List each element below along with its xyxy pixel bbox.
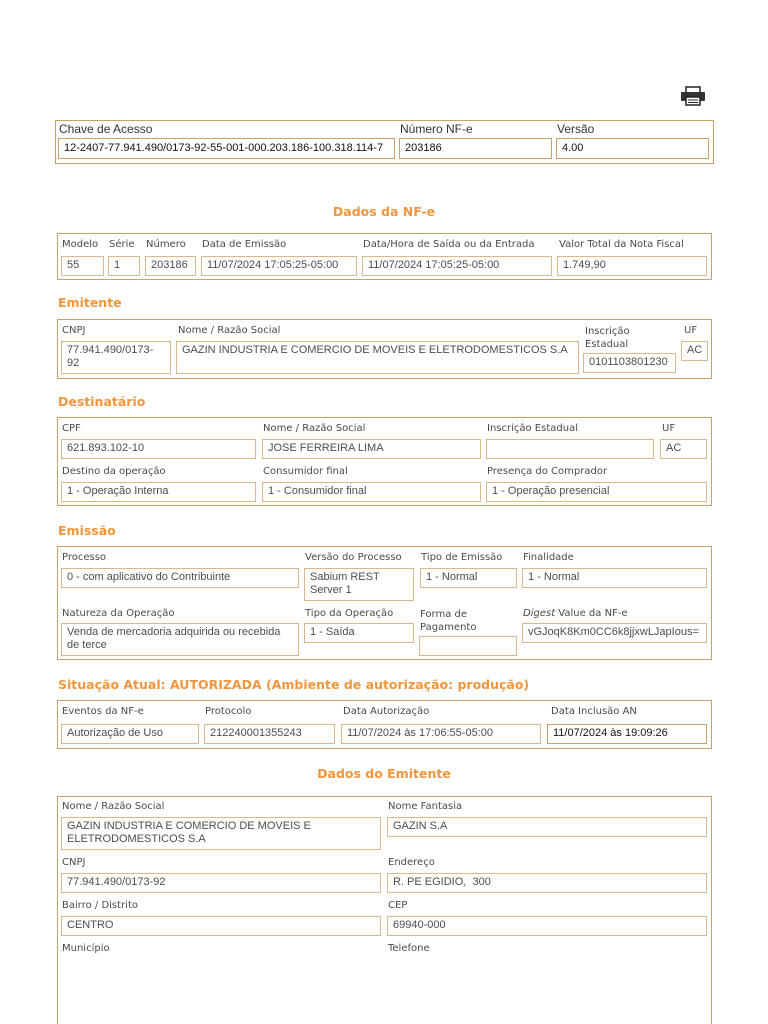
saida-field: 11/07/2024 17:05:25-05:00 (362, 256, 552, 276)
dest-cpf-field: 621.893.102-10 (61, 439, 256, 459)
emitente-uf-field: AC (681, 341, 708, 361)
finalidade-label: Finalidade (523, 552, 574, 563)
emitente-cnpj-label: CNPJ (62, 325, 86, 336)
dest-destino-field: 1 - Operação Interna (61, 482, 256, 502)
printer-icon[interactable] (679, 86, 707, 106)
tipo-operacao-label: Tipo da Operação (305, 608, 394, 619)
versao-label: Versão (557, 122, 595, 136)
emitente-nome-field: GAZIN INDUSTRIA E COMERCIO DE MOVEIS E ELETRODOMESTICOS S.A (176, 341, 579, 374)
dest-presenca-label: Presença do Comprador (487, 466, 608, 477)
dest-ie-label: Inscrição Estadual (487, 423, 578, 434)
modelo-label: Modelo (62, 239, 99, 250)
modelo-field: 55 (61, 256, 104, 276)
destinatario-title: Destinatário (58, 394, 146, 409)
dest-ie-field (486, 439, 654, 459)
digest-field: vGJoqK8Km0CC6k8jjxwLJapIous= (522, 623, 707, 643)
serie-label: Série (109, 239, 135, 250)
saida-label: Data/Hora de Saída ou da Entrada (363, 239, 535, 250)
finalidade-field: 1 - Normal (522, 568, 707, 588)
protocolo-field: 212240001355243 (204, 724, 335, 744)
chave-label: Chave de Acesso (59, 122, 153, 136)
digest-label-rest: Value da NF-e (555, 608, 628, 619)
emitente-title: Emitente (58, 295, 122, 310)
eventos-label: Eventos da NF-e (62, 706, 144, 717)
de-fantasia-field: GAZIN S.A (387, 817, 707, 837)
total-field: 1.749,90 (557, 256, 707, 276)
serie-field: 1 (108, 256, 140, 276)
situacao-title: Situação Atual: AUTORIZADA (Ambiente de autorização: produção) (58, 677, 530, 692)
emitente-ie-field: 0101103801230 (583, 353, 676, 373)
versao-field: 4.00 (556, 138, 709, 159)
dest-destino-label: Destino da operação (62, 466, 166, 477)
dest-nome-label: Nome / Razão Social (263, 423, 366, 434)
numero-nf-field: 203186 (145, 256, 196, 276)
versao-processo-field: Sabium REST Server 1 (304, 568, 414, 601)
numero-label: Número NF-e (400, 122, 473, 136)
dest-uf-label: UF (662, 423, 676, 434)
chave-field: 12-2407-77.941.490/0173-92-55-001-000.203.186-100.318.114-7 (58, 138, 395, 159)
autorizacao-field: 11/07/2024 às 17:06:55-05:00 (341, 724, 541, 744)
dados-emitente-title: Dados do Emitente (317, 766, 451, 781)
digest-label (523, 608, 628, 619)
de-fantasia-label: Nome Fantasia (388, 801, 463, 812)
de-nome-field: GAZIN INDUSTRIA E COMERCIO DE MOVEIS E ELETRODOMESTICOS S.A (61, 817, 381, 850)
forma-pagamento-field (419, 636, 517, 656)
dest-presenca-field: 1 - Operação presencial (486, 482, 707, 502)
dest-uf-field: AC (660, 439, 707, 459)
processo-field: 0 - com aplicativo do Contribuinte (61, 568, 299, 588)
numero-field: 203186 (399, 138, 552, 159)
dest-consumidor-label: Consumidor final (263, 466, 348, 477)
de-municipio-label: Município (62, 943, 110, 954)
inclusao-label: Data Inclusão AN (551, 706, 637, 717)
protocolo-label: Protocolo (205, 706, 252, 717)
tipo-emissao-label: Tipo de Emissão (421, 552, 503, 563)
de-nome-label: Nome / Razão Social (62, 801, 165, 812)
de-telefone-label: Telefone (388, 943, 430, 954)
natureza-field: Venda de mercadoria adquirida ou recebida de terce (61, 623, 299, 656)
de-cnpj-label: CNPJ (62, 857, 86, 868)
dest-consumidor-field: 1 - Consumidor final (262, 482, 481, 502)
de-bairro-field: CENTRO (61, 916, 381, 936)
forma-pagamento-label: Forma de Pagamento (420, 609, 477, 633)
de-bairro-label: Bairro / Distrito (62, 900, 138, 911)
total-label: Valor Total da Nota Fiscal (559, 239, 684, 250)
autorizacao-label: Data Autorização (343, 706, 430, 717)
de-endereco-label: Endereço (388, 857, 435, 868)
emissao-title: Emissão (58, 523, 116, 538)
processo-label: Processo (62, 552, 107, 563)
de-endereco-field: R. PE EGIDIO, 300 (387, 873, 707, 893)
tipo-emissao-field: 1 - Normal (420, 568, 517, 588)
versao-processo-label: Versão do Processo (305, 552, 402, 563)
de-cep-field: 69940-000 (387, 916, 707, 936)
emitente-uf-label: UF (684, 325, 698, 336)
emitente-ie-label: Inscrição Estadual (585, 326, 630, 350)
emitente-cnpj-field: 77.941.490/0173-92 (61, 341, 171, 374)
natureza-label: Natureza da Operação (62, 608, 175, 619)
emissao-field: 11/07/2024 17:05:25-05:00 (201, 256, 357, 276)
digest-label-em: Digest (523, 608, 556, 619)
dest-nome-field: JOSE FERREIRA LIMA (262, 439, 481, 459)
de-cnpj-field: 77.941.490/0173-92 (61, 873, 381, 893)
de-cep-label: CEP (388, 900, 408, 911)
dest-cpf-label: CPF (62, 423, 81, 434)
emitente-nome-label: Nome / Razão Social (178, 325, 281, 336)
dados-nfe-title: Dados da NF-e (332, 204, 436, 219)
emissao-label: Data de Emissão (202, 239, 287, 250)
eventos-field: Autorização de Uso (61, 724, 199, 744)
inclusao-field: 11/07/2024 às 19:09:26 (547, 724, 707, 744)
numero-nf-label: Número (146, 239, 186, 250)
tipo-operacao-field: 1 - Saída (304, 623, 414, 643)
